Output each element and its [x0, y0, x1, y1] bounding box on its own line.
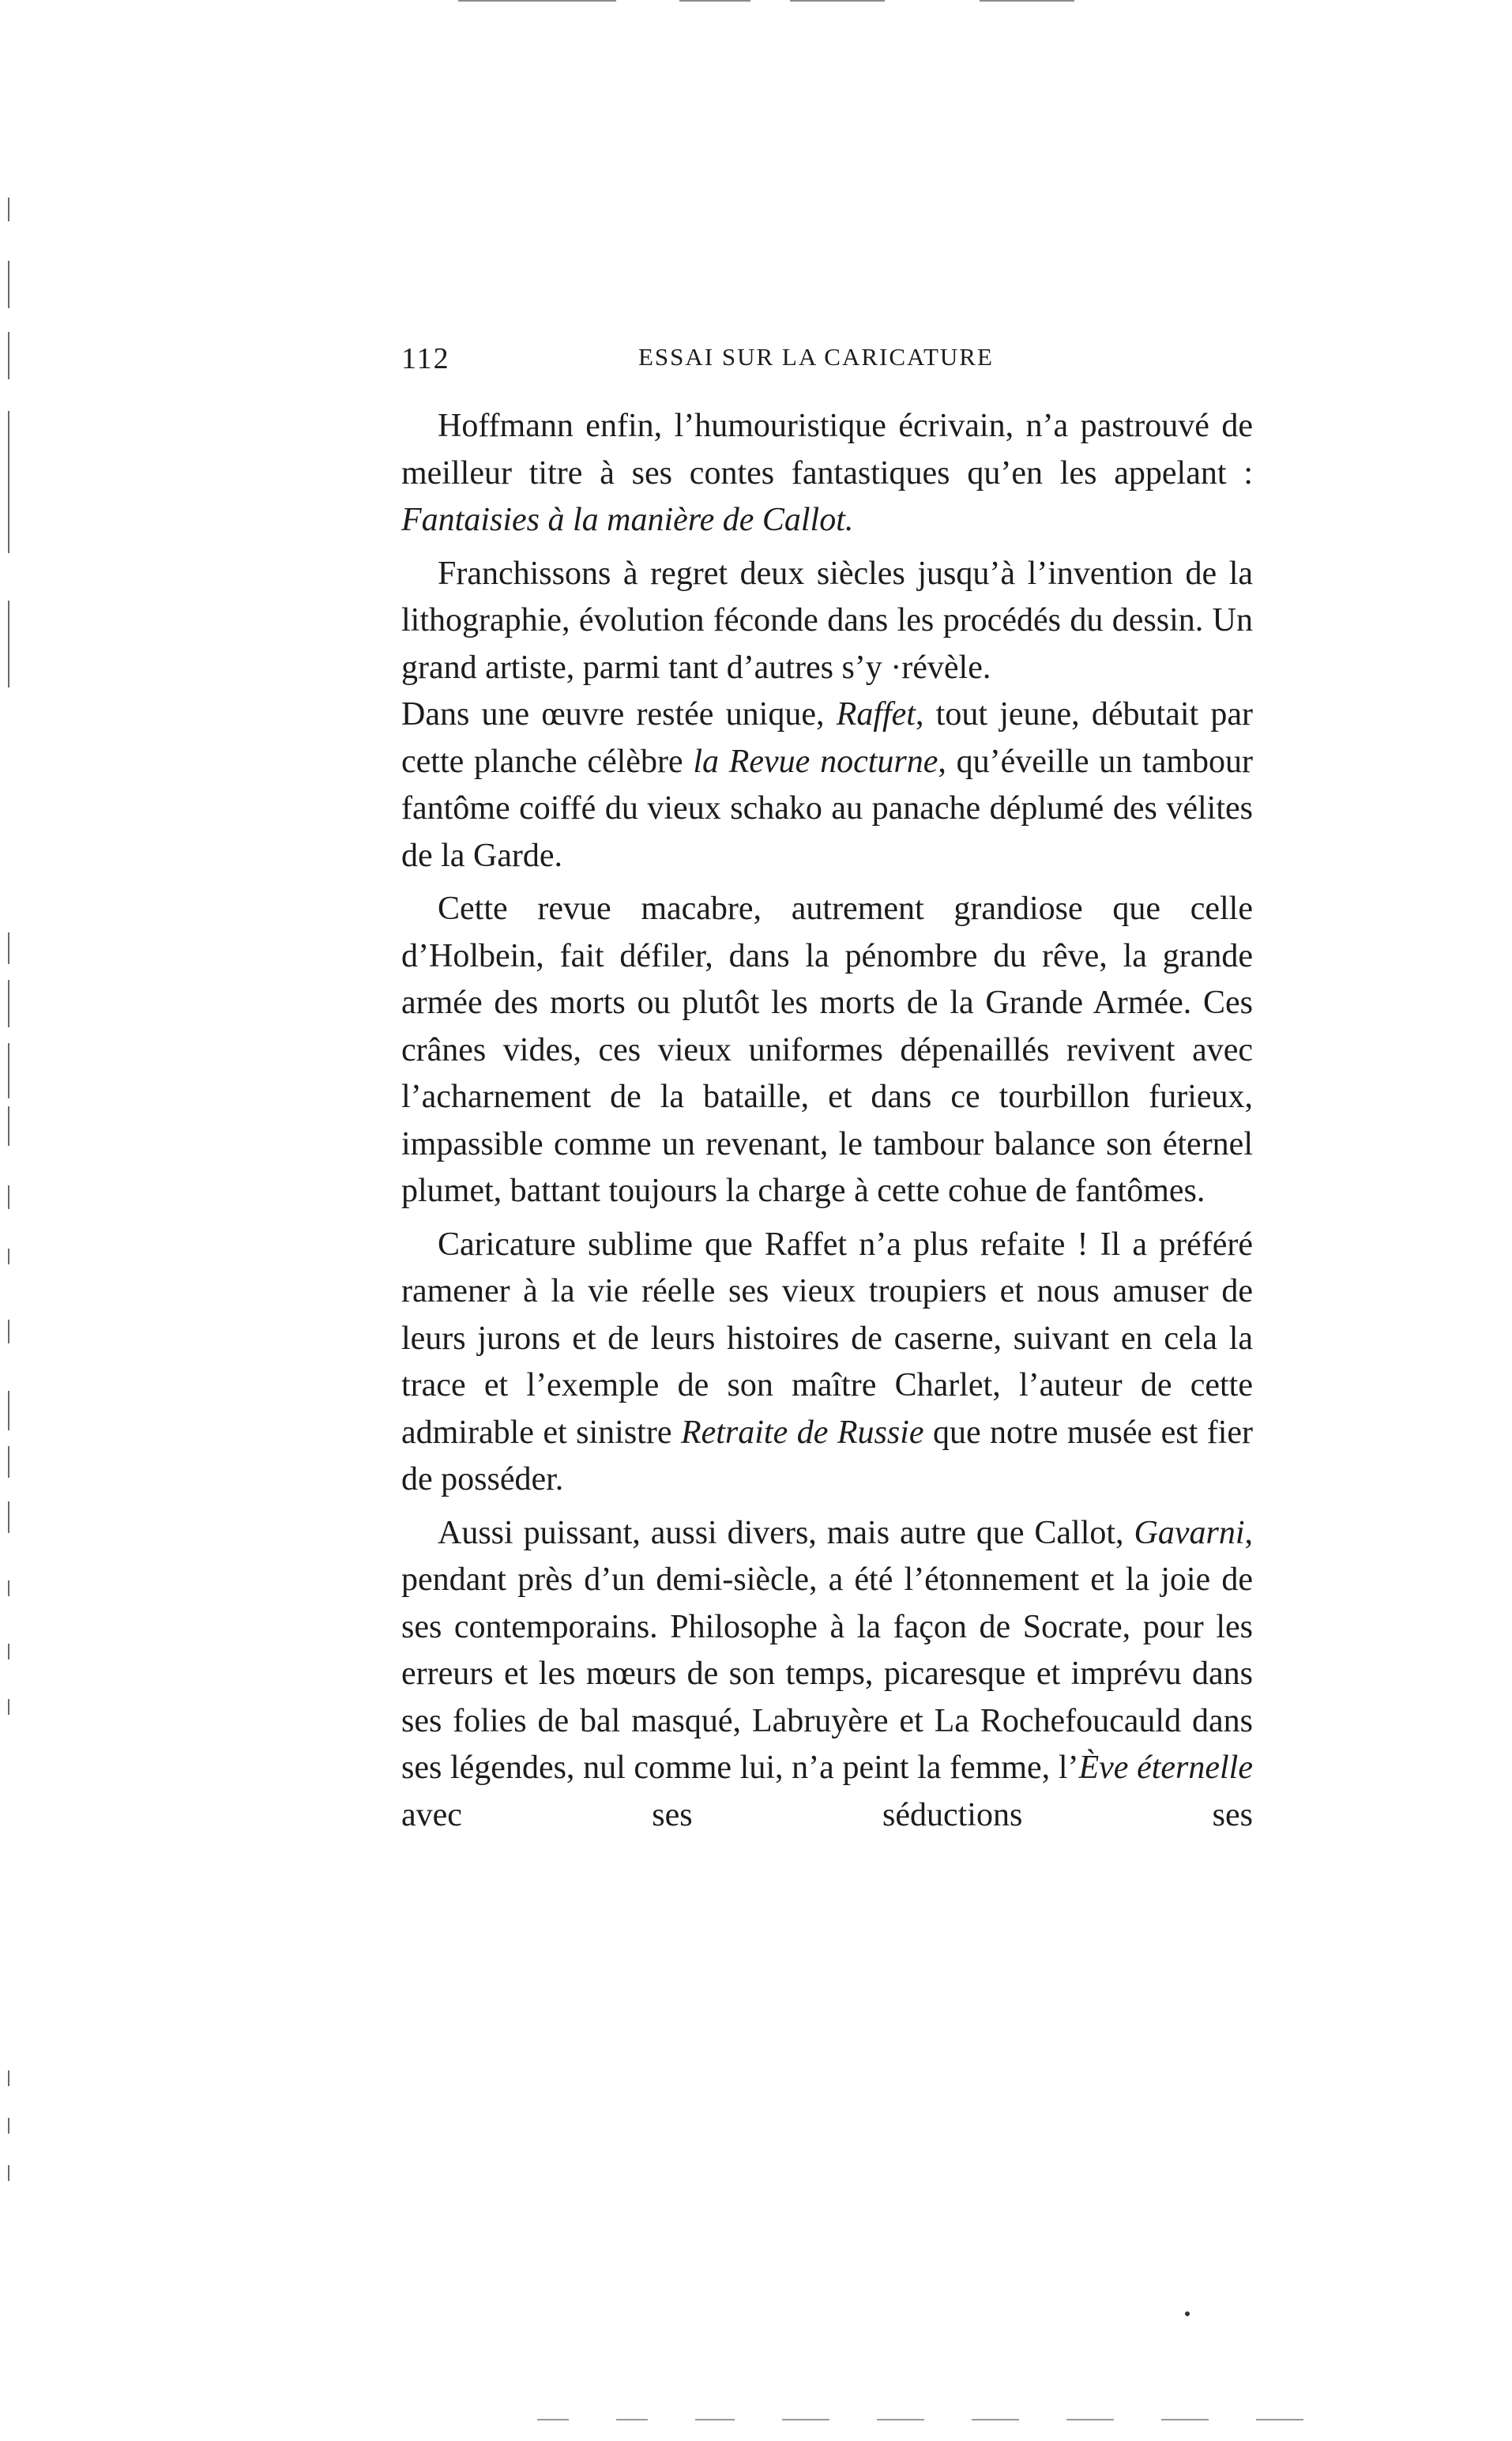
- scan-bottom-dash: [1256, 2419, 1303, 2420]
- italic-title: Ève éternelle: [1078, 1750, 1253, 1786]
- paragraph-text: , qu’éveille un tambour fantôme coiffé du vieux schako au panache déplumé des vélites de la Garde.: [401, 743, 1254, 874]
- scan-edge-mark: [8, 1501, 9, 1533]
- running-title: ESSAI SUR LA CARICATURE: [638, 343, 994, 371]
- paragraph-3: [401, 691, 1253, 880]
- paragraph-text: que notre musée est fier de posséder.: [401, 1414, 1253, 1497]
- paragraph-6: [401, 1510, 1253, 1840]
- scan-bottom-dash: [695, 2419, 735, 2420]
- scan-bottom-dash: [1066, 2419, 1114, 2420]
- scan-edge-mark: [8, 1320, 9, 1343]
- scan-edge-mark: [8, 1043, 9, 1098]
- paragraph-text: Cette revue macabre, autrement grandiose que celle d’Holbein, fait défiler, dans la pénombre du rêve, la grande armée des morts ou plutôt les morts de la Grande Armée. Ces crânes vides, ces vieux uniformes dépenaillés revivent avec l’acharnement de la bataille, et dans ce tourbillon furieux, impassible comme un revenant, le tambour balance son éternel plumet, battant toujours la charge à cette cohue de fantômes.: [401, 891, 1253, 1209]
- scan-edge-mark: [8, 1580, 9, 1596]
- paragraph-4: [401, 886, 1253, 1215]
- italic-title: Fantaisies à la manière de Callot.: [401, 502, 854, 538]
- italic-name: Raffet: [836, 696, 916, 733]
- italic-name: Gavarni: [1134, 1514, 1245, 1551]
- paragraph-text: Hoffmann enfin, l’humouristique écrivain, n’a pastrouvé de meilleur titre à ses contes fantastiques qu’en les appelant :: [401, 408, 1253, 492]
- paragraph-text: Aussi puissant, aussi divers, mais autre que Callot,: [438, 1514, 1134, 1551]
- scan-top-rule: [980, 0, 1074, 2]
- scan-edge-mark: [8, 261, 9, 308]
- scan-edge-mark: [8, 1391, 9, 1430]
- scan-bottom-dash: [877, 2419, 924, 2420]
- scan-bottom-dash: [972, 2419, 1019, 2420]
- scan-edge-mark: [8, 932, 9, 964]
- paragraph-1: [401, 403, 1253, 544]
- scan-edge-mark: [8, 332, 9, 379]
- scan-edge-mark: [8, 1106, 9, 1146]
- paragraph-text: , tout jeune, débutait par cette planche célèbre: [401, 696, 1253, 780]
- scan-bottom-dash: [616, 2419, 648, 2420]
- scan-bottom-dash: [537, 2419, 569, 2420]
- scan-edge-mark: [8, 980, 9, 1027]
- scan-edge-mark: [8, 601, 9, 687]
- scan-edge-mark: [8, 1644, 9, 1659]
- scan-bottom-dash: [1161, 2419, 1209, 2420]
- running-head: [401, 341, 1253, 389]
- scan-top-rule: [679, 0, 750, 2]
- paragraph-text: Caricature sublime que Raffet n’a plus refaite ! Il a préféré ramener à la vie réelle ses vieux troupiers et nous amuser de leurs jurons et de leurs histoires de caserne, suivant en cela la trace et l’exemple de son maître Charlet, l’auteur de cette admirable et sinistre: [401, 1226, 1253, 1451]
- scan-top-rule: [790, 0, 885, 2]
- italic-title: Retraite de Russie: [680, 1414, 924, 1451]
- scan-edge-mark: [8, 1699, 9, 1715]
- italic-title: la Revue nocturne: [693, 743, 938, 780]
- scan-edge-mark: [8, 2070, 9, 2086]
- paragraph-text: Dans une œuvre restée unique,: [401, 696, 837, 733]
- scan-speck: [1185, 2311, 1190, 2316]
- scan-edge-mark: [8, 2118, 9, 2134]
- paragraph-text: avec ses séductions ses: [401, 1796, 1253, 1833]
- scan-edge-mark: [8, 1185, 9, 1209]
- paragraph-2: [401, 551, 1253, 692]
- paragraph-5: [401, 1222, 1253, 1504]
- scan-top-rule: [458, 0, 616, 2]
- scan-edge-mark: [8, 2165, 9, 2181]
- scan-bottom-dash: [782, 2419, 829, 2420]
- scan-edge-mark: [8, 198, 9, 221]
- paragraph-text: , pendant près d’un demi-siècle, a été l’étonnement et la joie de ses contemporains. Philosophe à la façon de Socrate, pour les erreurs et les mœurs de son temps, picaresque et imprévu dans ses folies de bal masqué, Labruyère et La Rochefoucauld dans ses légendes, nul comme lui, n’a peint la femme, l’: [401, 1514, 1253, 1786]
- paragraph-text: Franchissons à regret deux siècles jusqu’à l’invention de la lithographie, évolution féconde dans les procédés du dessin. Un grand artiste, parmi tant d’autres s’y ·révèle.: [401, 555, 1253, 686]
- scan-edge-mark: [8, 1446, 9, 1478]
- page-number: 112: [401, 342, 450, 375]
- scan-edge-mark: [8, 411, 9, 553]
- body-text: [401, 403, 1253, 1845]
- scan-edge-mark: [8, 1249, 9, 1264]
